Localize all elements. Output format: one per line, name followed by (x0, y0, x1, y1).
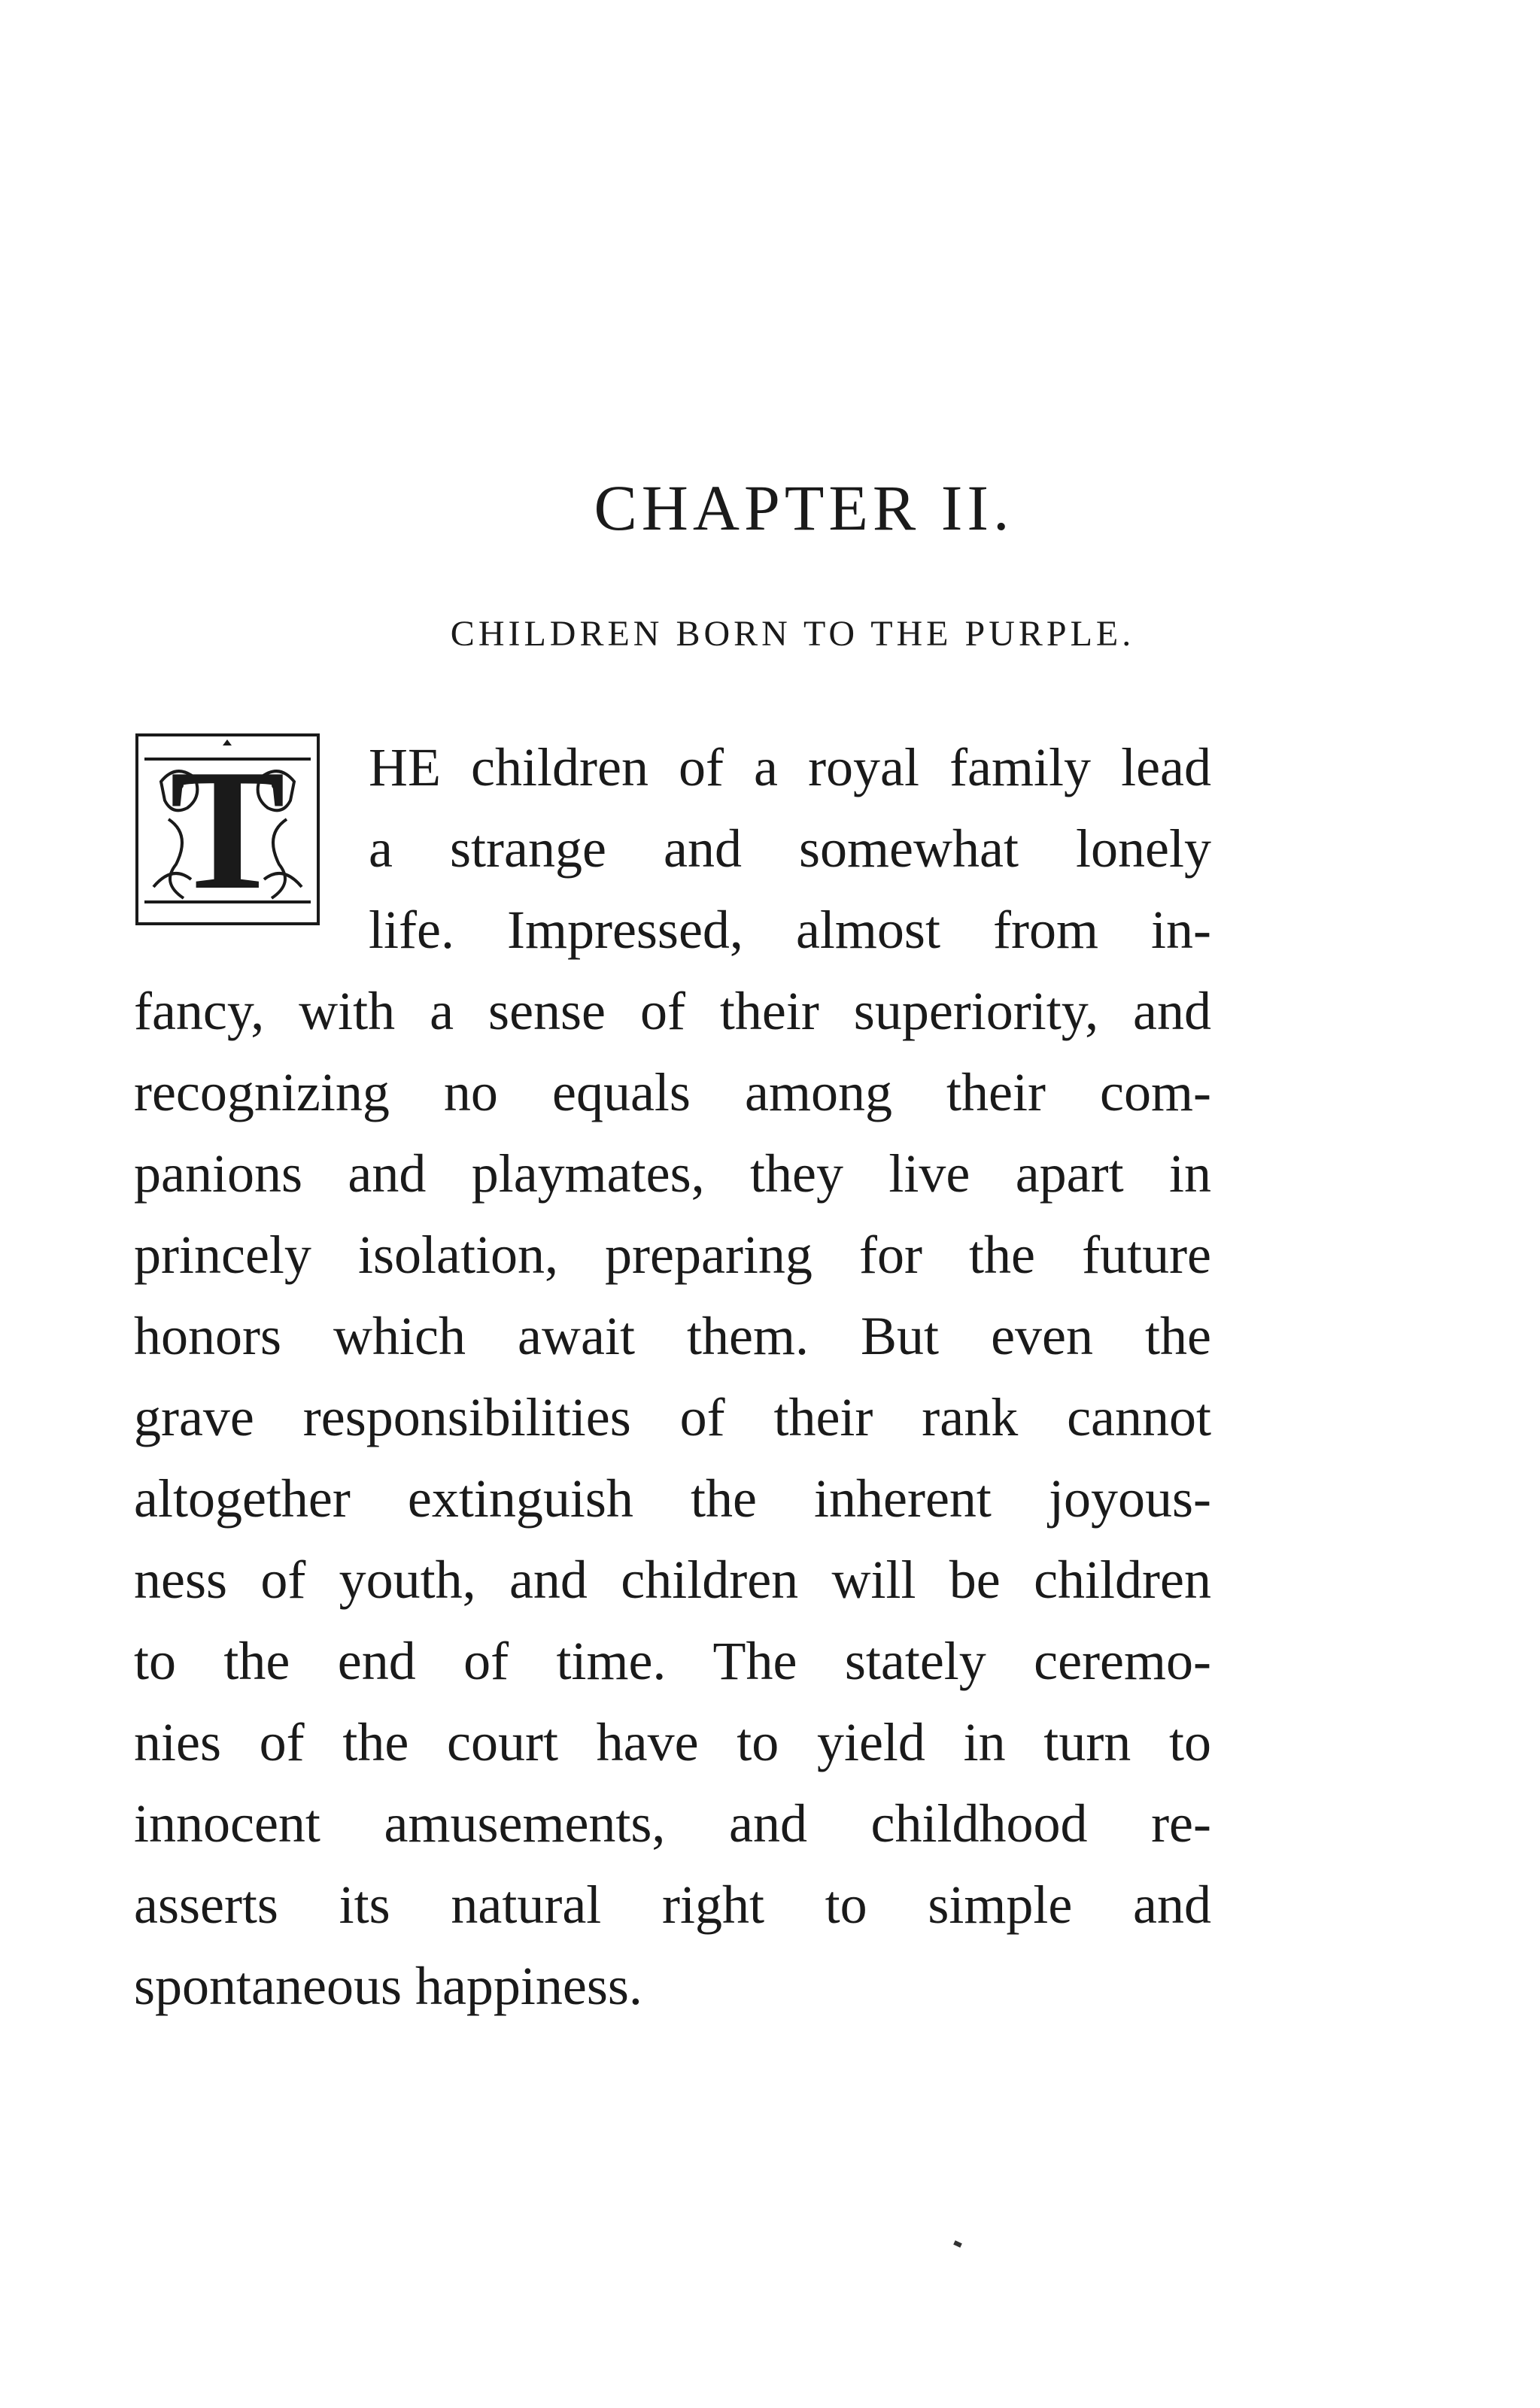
chapter-subtitle: CHILDREN BORN TO THE PURPLE. (450, 614, 1135, 654)
paragraph-line: innocent amusements, and childhood re- (134, 1793, 1211, 1854)
paragraph-line: ness of youth, and children will be children (134, 1550, 1211, 1610)
drop-cap-letter: T (169, 733, 286, 925)
paragraph-line: a strange and somewhat lonely (369, 818, 1211, 879)
paragraph-line: princely isolation, preparing for the future (134, 1225, 1211, 1285)
paragraph-line: spontaneous happiness. (134, 1956, 642, 2016)
chapter-title: CHAPTER II. (594, 472, 1014, 544)
paragraph-line: honors which await them. But even the (134, 1306, 1211, 1366)
paragraph-line: grave responsibilities of their rank cannot (134, 1387, 1211, 1447)
paragraph-line: to the end of time. The stately ceremo- (134, 1631, 1211, 1691)
paragraph-line: asserts its natural right to simple and (134, 1875, 1211, 1935)
ornamental-drop-cap (135, 733, 320, 925)
paragraph-line: life. Impressed, almost from in- (369, 900, 1211, 960)
paragraph-line: fancy, with a sense of their superiority, and (134, 981, 1211, 1041)
paragraph-line: recognizing no equals among their com- (134, 1062, 1211, 1122)
ink-speck (953, 2240, 962, 2248)
paragraph-line: nies of the court have to yield in turn to (134, 1712, 1211, 1772)
paragraph-line: altogether extinguish the inherent joyous- (134, 1468, 1211, 1529)
paragraph-line: HE children of a royal family lead (369, 737, 1211, 797)
paragraph-line: panions and playmates, they live apart in (134, 1143, 1211, 1204)
